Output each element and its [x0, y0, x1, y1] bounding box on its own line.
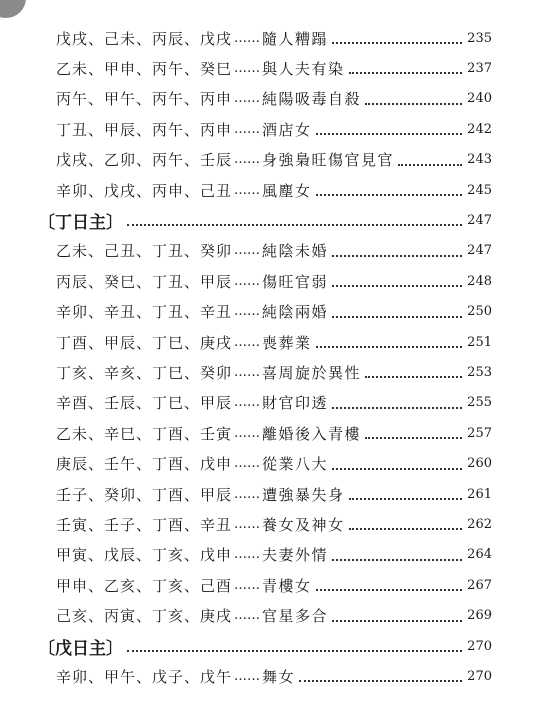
dot-leader [332, 464, 462, 470]
toc-entry-ganzhi: 丙辰、癸巳、丁丑、甲辰 [56, 272, 233, 291]
toc-page-number: 251 [467, 334, 492, 350]
toc-page-number: 243 [467, 152, 492, 168]
toc-entry-ellipsis: …… [234, 60, 261, 76]
toc-entry-ganzhi: 丁酉、甲辰、丁巳、庚戌 [56, 333, 233, 352]
toc-entry[interactable] [56, 601, 492, 631]
toc-entry-ganzhi: 辛卯、辛丑、丁丑、辛丑 [56, 303, 233, 322]
dot-leader [332, 38, 462, 44]
toc-entry-title: 離婚後入青樓 [262, 424, 362, 443]
toc-page-number: 240 [467, 91, 492, 107]
toc-entry-title: 純陰未婚 [262, 242, 329, 261]
toc-entry-ganzhi: 丁亥、辛亥、丁巳、癸卯 [56, 363, 233, 382]
dot-leader [332, 281, 462, 287]
toc-section-title: 〔丁日主〕 [38, 212, 123, 233]
toc-entry-ganzhi: 己亥、丙寅、丁亥、庚戌 [56, 607, 233, 626]
toc-page-number: 248 [467, 273, 492, 289]
toc-entry-title: 夫妻外情 [262, 546, 329, 565]
toc-entry-ellipsis: …… [234, 516, 261, 532]
toc-entry[interactable] [56, 449, 492, 479]
dot-leader [365, 99, 462, 105]
toc-page-number: 237 [467, 60, 492, 76]
toc-entry-ellipsis: …… [234, 395, 261, 411]
toc-entry-ganzhi: 辛卯、甲午、戊子、戊午 [56, 667, 233, 686]
toc-page-number: 247 [467, 243, 492, 259]
toc-entry-ganzhi: 丙午、甲午、丙午、丙申 [56, 90, 233, 109]
toc-entry-title: 風塵女 [262, 181, 312, 200]
toc-entry-ganzhi: 乙未、甲申、丙午、癸巳 [56, 59, 233, 78]
toc-entry-title: 傷旺官弱 [262, 272, 329, 291]
toc-page-number: 250 [467, 304, 492, 320]
toc-entry[interactable] [56, 509, 492, 539]
toc-entry-title: 官星多合 [262, 607, 329, 626]
toc-entry-ellipsis: …… [234, 668, 261, 684]
toc-entry-ellipsis: …… [234, 547, 261, 563]
toc-page-number: 255 [467, 395, 492, 411]
toc-entry-ganzhi: 丁丑、甲辰、丙午、丙申 [56, 120, 233, 139]
toc-entry-ellipsis: …… [234, 334, 261, 350]
toc-entry-ganzhi: 甲申、乙亥、丁亥、己酉 [56, 576, 233, 595]
dot-leader [316, 342, 462, 348]
corner-graphic [0, 0, 26, 18]
toc-entry-ganzhi: 戊戌、己未、丙辰、戊戌 [56, 29, 233, 48]
toc-section-heading[interactable] [38, 631, 492, 661]
toc-page-number: 269 [467, 608, 492, 624]
toc-entry-ellipsis: …… [234, 91, 261, 107]
toc-entry[interactable] [56, 479, 492, 509]
dot-leader [332, 403, 462, 409]
dot-leader [349, 494, 462, 500]
dot-leader [349, 68, 462, 74]
toc-entry[interactable] [56, 418, 492, 448]
toc-entry[interactable] [56, 114, 492, 144]
toc-entry-ellipsis: …… [234, 182, 261, 198]
toc-page-number: 247 [467, 212, 492, 228]
toc-entry[interactable] [56, 236, 492, 266]
toc-entry-title: 養女及神女 [262, 515, 345, 534]
toc-entry[interactable] [56, 84, 492, 114]
toc-entry-title: 身強梟旺傷官見官 [262, 151, 395, 170]
toc-entry-ellipsis: …… [234, 121, 261, 137]
dot-leader [127, 646, 462, 652]
toc-page-number: 253 [467, 364, 492, 380]
toc-entry-ellipsis: …… [234, 364, 261, 380]
toc-entry-title: 遭強暴失身 [262, 485, 345, 504]
toc-entry-ellipsis: …… [234, 486, 261, 502]
dot-leader [332, 616, 462, 622]
toc-entry-title: 純陰兩婚 [262, 303, 329, 322]
toc-entry-title: 與人夫有染 [262, 59, 345, 78]
toc-page-number: 261 [467, 486, 492, 502]
dot-leader [365, 433, 462, 439]
toc-entry-ganzhi: 乙未、己丑、丁丑、癸卯 [56, 242, 233, 261]
toc-page-number: 235 [467, 30, 492, 46]
dot-leader [332, 555, 462, 561]
toc-section-title: 〔戊日主〕 [38, 638, 123, 659]
toc-entry-ellipsis: …… [234, 456, 261, 472]
toc-entry-title: 舞女 [262, 667, 296, 686]
toc-entry[interactable] [56, 53, 492, 83]
toc-entry-ellipsis: …… [234, 152, 261, 168]
toc-entry-ellipsis: …… [234, 425, 261, 441]
toc-entry-ellipsis: …… [234, 608, 261, 624]
dot-leader [398, 160, 462, 166]
toc-section-heading[interactable] [38, 205, 492, 235]
toc-entry-title: 隨人糟蹋 [262, 29, 329, 48]
toc-entry[interactable] [56, 23, 492, 53]
toc-entry-ganzhi: 辛卯、戊戌、丙申、己丑 [56, 181, 233, 200]
dot-leader [316, 129, 462, 135]
toc-page-number: 270 [467, 638, 492, 654]
toc-entry[interactable] [56, 297, 492, 327]
dot-leader [332, 312, 462, 318]
toc-entry-ellipsis: …… [234, 30, 261, 46]
toc-entry[interactable] [56, 327, 492, 357]
dot-leader [299, 676, 462, 682]
toc-entry[interactable] [56, 540, 492, 570]
toc-page-number: 264 [467, 547, 492, 563]
dot-leader [349, 524, 462, 530]
toc-entry-title: 喪葬業 [262, 333, 312, 352]
dot-leader [127, 220, 462, 226]
toc-entry-ellipsis: …… [234, 577, 261, 593]
toc-page-number: 245 [467, 182, 492, 198]
toc-page-number: 257 [467, 425, 492, 441]
toc-page-number: 262 [467, 516, 492, 532]
toc-entry-title: 從業八大 [262, 455, 329, 474]
dot-leader [365, 372, 462, 378]
toc-page-number: 242 [467, 121, 492, 137]
dot-leader [332, 251, 462, 257]
toc-entry-ganzhi: 甲寅、戊辰、丁亥、戊申 [56, 546, 233, 565]
dot-leader [316, 585, 462, 591]
dot-leader [316, 190, 462, 196]
toc-entry-title: 青樓女 [262, 576, 312, 595]
toc-entry[interactable] [56, 388, 492, 418]
toc-entry-ganzhi: 壬子、癸卯、丁酉、甲辰 [56, 485, 233, 504]
toc-entry-ellipsis: …… [234, 273, 261, 289]
toc-entry[interactable] [56, 570, 492, 600]
toc-entry[interactable] [56, 175, 492, 205]
toc-entry[interactable] [56, 145, 492, 175]
toc-page-number: 260 [467, 456, 492, 472]
toc-page-number: 267 [467, 577, 492, 593]
toc-entry-title: 酒店女 [262, 120, 312, 139]
toc-entry-title: 純陽吸毒自殺 [262, 90, 362, 109]
toc-entry[interactable] [56, 661, 492, 691]
toc-entry-title: 喜周旋於異性 [262, 363, 362, 382]
toc-entry-ganzhi: 壬寅、壬子、丁酉、辛丑 [56, 515, 233, 534]
toc-page-number: 270 [467, 668, 492, 684]
toc-entry-ellipsis: …… [234, 243, 261, 259]
toc-entry-title: 財官印透 [262, 394, 329, 413]
toc-entry-ganzhi: 庚辰、壬午、丁酉、戊申 [56, 455, 233, 474]
toc-entry-ganzhi: 乙未、辛巳、丁酉、壬寅 [56, 424, 233, 443]
toc-entry[interactable] [56, 266, 492, 296]
toc-entry-ellipsis: …… [234, 304, 261, 320]
toc-entry-ganzhi: 戊戌、乙卯、丙午、壬辰 [56, 151, 233, 170]
toc-entry-ganzhi: 辛酉、壬辰、丁巳、甲辰 [56, 394, 233, 413]
toc-entry[interactable] [56, 357, 492, 387]
